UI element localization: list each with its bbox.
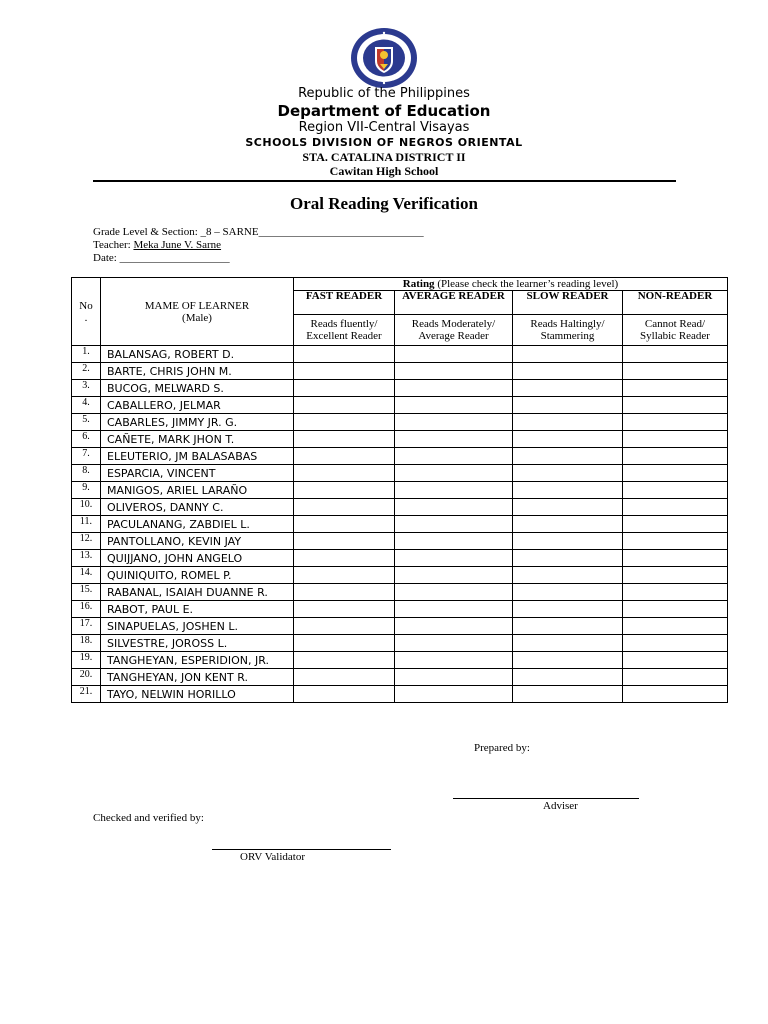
learner-name: QUIJJANO, JOHN ANGELO <box>101 550 294 567</box>
learner-name: MANIGOS, ARIEL LARAÑO <box>101 482 294 499</box>
rating-cell-average[interactable] <box>395 380 513 397</box>
table-row <box>72 431 728 448</box>
row-number: 18. <box>72 635 101 652</box>
page-title: Oral Reading Verification <box>290 194 478 213</box>
row-number: 12. <box>72 533 101 550</box>
col-header-learner <box>101 278 294 346</box>
rating-cell-slow[interactable] <box>513 584 623 601</box>
rating-cell-non[interactable] <box>623 584 728 601</box>
table-row <box>72 669 728 686</box>
learner-name: TANGHEYAN, JON KENT R. <box>101 669 294 686</box>
learner-name: TANGHEYAN, ESPERIDION, JR. <box>101 652 294 669</box>
rating-cell-average[interactable] <box>395 363 513 380</box>
learner-name: SINAPUELAS, JOSHEN L. <box>101 618 294 635</box>
table-row <box>72 414 728 431</box>
adviser-label: Adviser <box>543 800 578 812</box>
reading-verification-table <box>71 277 728 703</box>
row-number: 21. <box>72 686 101 703</box>
row-number: 3. <box>72 380 101 397</box>
row-number: 5. <box>72 414 101 431</box>
rating-cell-average[interactable] <box>395 669 513 686</box>
rating-cell-average[interactable] <box>395 346 513 363</box>
no-header-dot: . <box>84 311 88 324</box>
rating-cell-fast[interactable] <box>294 652 395 669</box>
rating-cell-non[interactable] <box>623 652 728 669</box>
checked-by-label: Checked and verified by: <box>93 812 204 824</box>
learner-name: PANTOLLANO, KEVIN JAY <box>101 533 294 550</box>
rating-cell-slow[interactable] <box>513 465 623 482</box>
row-number: 14. <box>72 567 101 584</box>
row-number: 19. <box>72 652 101 669</box>
no-header-text: No <box>79 299 93 312</box>
learner-name: TAYO, NELWIN HORILLO <box>101 686 294 703</box>
rating-cell-slow[interactable] <box>513 363 623 380</box>
rating-cell-fast[interactable] <box>294 618 395 635</box>
table-row <box>72 363 728 380</box>
learner-name: CABALLERO, JELMAR <box>101 397 294 414</box>
rating-cell-average[interactable] <box>395 635 513 652</box>
rating-cell-non[interactable] <box>623 686 728 703</box>
table-row <box>72 601 728 618</box>
table-row <box>72 618 728 635</box>
rating-header-bold: Rating <box>402 277 435 290</box>
rating-cell-fast[interactable] <box>294 516 395 533</box>
date-line <box>93 252 230 264</box>
rating-cell-non[interactable] <box>623 669 728 686</box>
rating-cell-average[interactable] <box>395 397 513 414</box>
rating-cell-fast[interactable] <box>294 635 395 652</box>
table-row <box>72 635 728 652</box>
row-number: 16. <box>72 601 101 618</box>
row-number: 20. <box>72 669 101 686</box>
rating-cell-non[interactable] <box>623 499 728 516</box>
table-row <box>72 652 728 669</box>
rating-cell-fast[interactable] <box>294 584 395 601</box>
header-division: SCHOOLS DIVISION OF NEGROS ORIENTAL <box>245 136 523 149</box>
rating-cell-slow[interactable] <box>513 618 623 635</box>
rating-cell-non[interactable] <box>623 516 728 533</box>
learner-name: RABANAL, ISAIAH DUANNE R. <box>101 584 294 601</box>
rating-cell-fast[interactable] <box>294 414 395 431</box>
learner-header-text: MAME OF LEARNER <box>144 299 250 312</box>
grade-level-label: Grade Level & Section: <box>93 226 201 238</box>
rating-cell-non[interactable] <box>623 363 728 380</box>
desc-fast-reader <box>294 315 395 346</box>
rating-cell-average[interactable] <box>395 448 513 465</box>
rating-cell-slow[interactable] <box>513 414 623 431</box>
rating-cell-non[interactable] <box>623 550 728 567</box>
header-department: Department of Education <box>277 102 491 120</box>
teacher-label: Teacher: <box>93 239 134 251</box>
desc-line: Reads fluently/ <box>310 318 378 330</box>
table-row <box>72 465 728 482</box>
date-value: ____________________ <box>119 252 230 264</box>
rating-cell-slow[interactable] <box>513 499 623 516</box>
rating-cell-slow[interactable] <box>513 448 623 465</box>
rating-cell-fast[interactable] <box>294 533 395 550</box>
rating-header-rest: (Please check the learner’s reading level) <box>434 277 619 290</box>
rating-cell-slow[interactable] <box>513 601 623 618</box>
rating-cell-non[interactable] <box>623 618 728 635</box>
learner-name: ELEUTERIO, JM BALASABAS <box>101 448 294 465</box>
row-number: 7. <box>72 448 101 465</box>
rating-cell-average[interactable] <box>395 686 513 703</box>
row-number: 6. <box>72 431 101 448</box>
rating-cell-slow[interactable] <box>513 533 623 550</box>
desc-line: Stammering <box>540 330 595 342</box>
rating-cell-non[interactable] <box>623 635 728 652</box>
row-number: 8. <box>72 465 101 482</box>
learner-name: RABOT, PAUL E. <box>101 601 294 618</box>
rating-cell-fast[interactable] <box>294 601 395 618</box>
rating-cell-fast[interactable] <box>294 567 395 584</box>
learner-name: BARTE, CHRIS JOHN M. <box>101 363 294 380</box>
col-header-no <box>72 278 101 346</box>
category-slow-reader: SLOW READER <box>513 291 623 315</box>
rating-cell-average[interactable] <box>395 533 513 550</box>
rating-cell-non[interactable] <box>623 346 728 363</box>
rating-cell-non[interactable] <box>623 533 728 550</box>
rating-cell-slow[interactable] <box>513 567 623 584</box>
rating-cell-non[interactable] <box>623 465 728 482</box>
grade-level-line <box>93 226 424 238</box>
rating-cell-average[interactable] <box>395 550 513 567</box>
row-number: 17. <box>72 618 101 635</box>
rating-cell-non[interactable] <box>623 601 728 618</box>
row-number: 11. <box>72 516 101 533</box>
rating-cell-average[interactable] <box>395 516 513 533</box>
rating-cell-slow[interactable] <box>513 686 623 703</box>
table-row <box>72 584 728 601</box>
learner-header-sub: (Male) <box>182 311 212 324</box>
desc-non-reader <box>623 315 728 346</box>
rating-cell-slow[interactable] <box>513 669 623 686</box>
learner-name: SILVESTRE, JOROSS L. <box>101 635 294 652</box>
rating-cell-fast[interactable] <box>294 380 395 397</box>
rating-cell-non[interactable] <box>623 567 728 584</box>
rating-cell-fast[interactable] <box>294 448 395 465</box>
learner-name: CABARLES, JIMMY JR. G. <box>101 414 294 431</box>
header-republic: Republic of the Philippines <box>298 86 470 101</box>
category-average-reader: AVERAGE READER <box>395 291 513 315</box>
rating-cell-non[interactable] <box>623 414 728 431</box>
header-district: STA. CATALINA DISTRICT II <box>302 150 466 164</box>
header-school: Cawitan High School <box>329 164 439 178</box>
learner-rows <box>72 346 728 703</box>
date-label: Date: <box>93 252 120 264</box>
category-fast-reader: FAST READER <box>294 291 395 315</box>
row-number: 4. <box>72 397 101 414</box>
rating-cell-average[interactable] <box>395 465 513 482</box>
validator-signature-line <box>212 849 391 850</box>
rating-cell-non[interactable] <box>623 397 728 414</box>
rating-cell-fast[interactable] <box>294 482 395 499</box>
desc-average-reader <box>395 315 513 346</box>
rating-cell-average[interactable] <box>395 584 513 601</box>
rating-cell-fast[interactable] <box>294 686 395 703</box>
table-row <box>72 448 728 465</box>
rating-cell-fast[interactable] <box>294 669 395 686</box>
rating-header <box>294 278 728 291</box>
header-region: Region VII-Central Visayas <box>298 120 470 135</box>
rating-cell-fast[interactable] <box>294 499 395 516</box>
teacher-line <box>93 239 221 251</box>
row-number: 15. <box>72 584 101 601</box>
desc-line: Reads Haltingly/ <box>530 318 605 330</box>
table-row <box>72 482 728 499</box>
rating-cell-average[interactable] <box>395 567 513 584</box>
rating-cell-fast[interactable] <box>294 465 395 482</box>
table-row <box>72 397 728 414</box>
desc-line: Reads Moderately/ <box>411 318 496 330</box>
grade-level-value: _8 – SARNE______________________________ <box>200 226 424 238</box>
learner-name: OLIVEROS, DANNY C. <box>101 499 294 516</box>
rating-cell-slow[interactable] <box>513 397 623 414</box>
table-row <box>72 380 728 397</box>
rating-cell-average[interactable] <box>395 414 513 431</box>
rating-cell-non[interactable] <box>623 448 728 465</box>
rating-cell-average[interactable] <box>395 652 513 669</box>
row-number: 2. <box>72 363 101 380</box>
desc-slow-reader <box>513 315 623 346</box>
learner-name: CAÑETE, MARK JHON T. <box>101 431 294 448</box>
rating-cell-non[interactable] <box>623 380 728 397</box>
category-non-reader: NON-READER <box>623 291 728 315</box>
table-row <box>72 567 728 584</box>
rating-cell-fast[interactable] <box>294 363 395 380</box>
table-row <box>72 516 728 533</box>
rating-cell-average[interactable] <box>395 431 513 448</box>
rating-cell-fast[interactable] <box>294 346 395 363</box>
header-divider <box>93 180 676 182</box>
desc-line: Excellent Reader <box>306 330 382 342</box>
row-number: 10. <box>72 499 101 516</box>
prepared-by-label: Prepared by: <box>474 742 530 754</box>
row-number: 9. <box>72 482 101 499</box>
rating-cell-fast[interactable] <box>294 397 395 414</box>
learner-name: ESPARCIA, VINCENT <box>101 465 294 482</box>
row-number: 1. <box>72 346 101 363</box>
learner-name: PACULANANG, ZABDIEL L. <box>101 516 294 533</box>
rating-cell-average[interactable] <box>395 499 513 516</box>
teacher-value: Meka June V. Sarne <box>133 239 222 251</box>
table-row <box>72 346 728 363</box>
rating-cell-non[interactable] <box>623 482 728 499</box>
table-row <box>72 499 728 516</box>
desc-line: Syllabic Reader <box>640 330 710 342</box>
adviser-signature-line <box>453 798 639 799</box>
learner-name: BALANSAG, ROBERT D. <box>101 346 294 363</box>
table-row <box>72 533 728 550</box>
rating-cell-average[interactable] <box>395 618 513 635</box>
deped-seal-logo <box>349 27 419 89</box>
desc-line: Average Reader <box>418 330 489 342</box>
rating-cell-fast[interactable] <box>294 431 395 448</box>
rating-cell-average[interactable] <box>395 482 513 499</box>
table-row <box>72 550 728 567</box>
table-row <box>72 686 728 703</box>
learner-name: BUCOG, MELWARD S. <box>101 380 294 397</box>
rating-cell-slow[interactable] <box>513 380 623 397</box>
rating-cell-slow[interactable] <box>513 346 623 363</box>
rating-cell-slow[interactable] <box>513 635 623 652</box>
rating-cell-fast[interactable] <box>294 550 395 567</box>
learner-name: QUINIQUITO, ROMEL P. <box>101 567 294 584</box>
rating-cell-slow[interactable] <box>513 431 623 448</box>
rating-cell-average[interactable] <box>395 601 513 618</box>
rating-cell-slow[interactable] <box>513 550 623 567</box>
rating-cell-non[interactable] <box>623 431 728 448</box>
rating-cell-slow[interactable] <box>513 516 623 533</box>
rating-cell-slow[interactable] <box>513 482 623 499</box>
rating-cell-slow[interactable] <box>513 652 623 669</box>
row-number: 13. <box>72 550 101 567</box>
desc-line: Cannot Read/ <box>644 318 706 330</box>
validator-label: ORV Validator <box>240 851 306 863</box>
